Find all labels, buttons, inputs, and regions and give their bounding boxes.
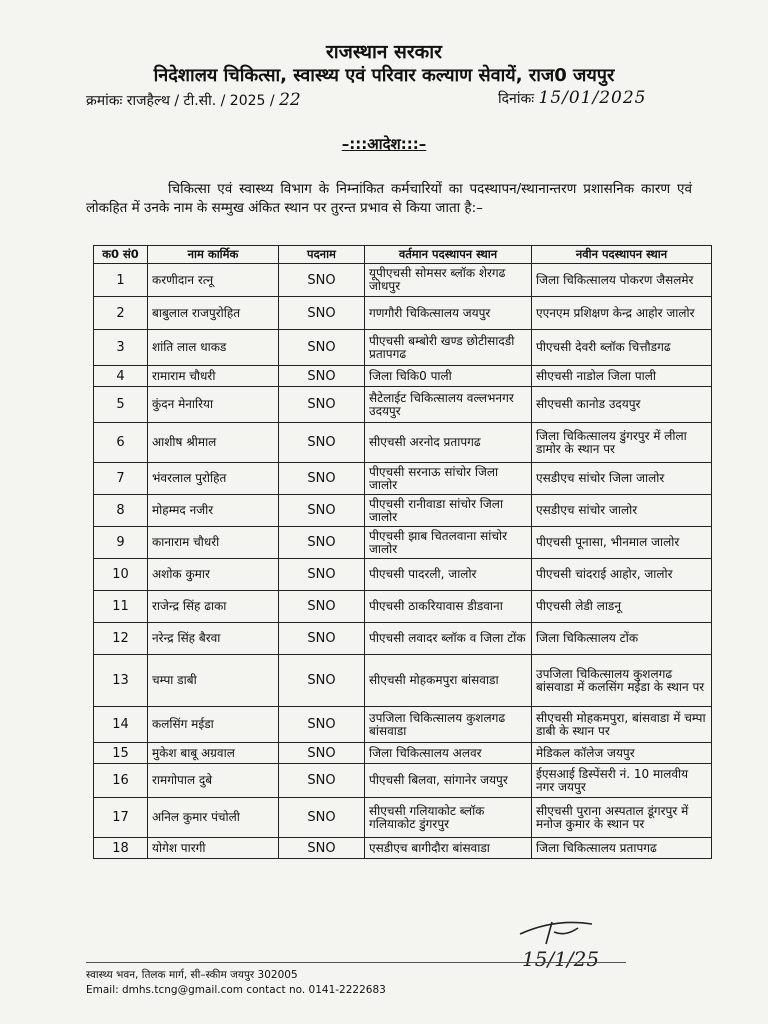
cell-current-posting: उपजिला चिकित्सालय कुशलगढ बांसवाडा xyxy=(365,707,532,743)
footer-address: स्वास्थ्य भवन, तिलक मार्ग, सी–स्कीम जयपुर 302005 xyxy=(86,969,298,981)
cell-new-posting: जिला चिकित्सालय टोंक xyxy=(532,623,712,655)
transfer-table xyxy=(93,245,712,859)
cell-name: कलसिंग मईडा xyxy=(148,707,279,743)
cell-designation: SNO xyxy=(279,591,365,623)
cell-name: आशीष श्रीमाल xyxy=(148,423,279,463)
table-row xyxy=(94,623,712,655)
cell-name: शांति लाल धाकड xyxy=(148,330,279,366)
cell-name: कुंदन मेनारिया xyxy=(148,387,279,423)
cell-current-posting: सीएचसी अरनोद प्रतापगढ xyxy=(365,423,532,463)
cell-new-posting: जिला चिकित्सालय पोकरण जैसलमेर xyxy=(532,264,712,297)
cell-current-posting: पीएचसी झाब चितलवाना सांचोर जालोर xyxy=(365,527,532,559)
cell-designation: SNO xyxy=(279,527,365,559)
table-row xyxy=(94,838,712,859)
table-row xyxy=(94,743,712,764)
table-row xyxy=(94,798,712,838)
cell-new-posting: मेडिकल कॉलेज जयपुर xyxy=(532,743,712,764)
cell-serial: 15 xyxy=(94,743,148,764)
table-row xyxy=(94,264,712,297)
table-header-row xyxy=(94,246,712,264)
cell-current-posting: पीएचसी लवादर ब्लॉक व जिला टोंक xyxy=(365,623,532,655)
cell-designation: SNO xyxy=(279,655,365,707)
cell-name: रामगोपाल दुबे xyxy=(148,764,279,798)
header-designation: पदनाम xyxy=(279,246,365,264)
cell-new-posting: पीएचसी लेडी लाडनू xyxy=(532,591,712,623)
cell-current-posting: एसडीएच बागीदौरा बांसवाडा xyxy=(365,838,532,859)
cell-current-posting: पीएचसी पादरली, जालोर xyxy=(365,559,532,591)
cell-serial: 14 xyxy=(94,707,148,743)
cell-name: राजेन्द्र सिंह ढाका xyxy=(148,591,279,623)
cell-serial: 16 xyxy=(94,764,148,798)
table-row xyxy=(94,423,712,463)
header-new-posting: नवीन पदस्थापन स्थान xyxy=(532,246,712,264)
table-row xyxy=(94,527,712,559)
cell-name: नरेन्द्र सिंह बैरवा xyxy=(148,623,279,655)
cell-designation: SNO xyxy=(279,798,365,838)
cell-new-posting: सीएचसी पुराना अस्पताल डूंगरपुर में मनोज कुमार के स्थान पर xyxy=(532,798,712,838)
cell-name: मोहम्मद नजीर xyxy=(148,495,279,527)
header-name: नाम कार्मिक xyxy=(148,246,279,264)
header-directorate: निदेशालय चिकित्सा, स्वास्थ्य एवं परिवार कल्याण सेवायें, राज0 जयपुर xyxy=(153,65,615,86)
footer-divider xyxy=(86,962,626,963)
cell-designation: SNO xyxy=(279,264,365,297)
cell-serial: 11 xyxy=(94,591,148,623)
cell-current-posting: सैटेलाईट चिकित्सालय वल्लभनगर उदयपुर xyxy=(365,387,532,423)
footer-contact: Email: dmhs.tcng@gmail.com contact no. 0141-2222683 xyxy=(86,984,386,996)
cell-serial: 10 xyxy=(94,559,148,591)
table-row xyxy=(94,495,712,527)
signature-date: 15/1/25 xyxy=(522,947,600,971)
cell-new-posting: सीएचसी नाडोल जिला पाली xyxy=(532,366,712,387)
cell-name: भंवरलाल पुरोहित xyxy=(148,463,279,495)
footer xyxy=(86,968,386,998)
signature xyxy=(512,914,632,974)
cell-designation: SNO xyxy=(279,743,365,764)
cell-designation: SNO xyxy=(279,838,365,859)
table-row xyxy=(94,707,712,743)
order-title: –:::आदेश:::– xyxy=(341,135,427,153)
cell-designation: SNO xyxy=(279,463,365,495)
cell-serial: 6 xyxy=(94,423,148,463)
cell-designation: SNO xyxy=(279,387,365,423)
cell-current-posting: जिला चिकि0 पाली xyxy=(365,366,532,387)
cell-serial: 9 xyxy=(94,527,148,559)
table-row xyxy=(94,387,712,423)
order-intro: चिकित्सा एवं स्वास्थ्य विभाग के निम्नांकित कर्मचारियों का पदस्थापन/स्थानान्तरण प्रशासनिक कारण एवं लोकहित में उनके नाम के सम्मुख अंकित स्थान पर तुरन्त प्रभाव से किया जाता है:– xyxy=(86,181,692,216)
cell-current-posting: पीएचसी बिलवा, सांगानेर जयपुर xyxy=(365,764,532,798)
cell-current-posting: जिला चिकित्सालय अलवर xyxy=(365,743,532,764)
cell-new-posting: पीएचसी चांदराई आहोर, जालोर xyxy=(532,559,712,591)
reference-handwritten: 22 xyxy=(279,90,301,110)
cell-new-posting: एएनएम प्रशिक्षण केन्द्र आहोर जालोर xyxy=(532,297,712,330)
cell-serial: 12 xyxy=(94,623,148,655)
table-row xyxy=(94,559,712,591)
header-government: राजस्थान सरकार xyxy=(326,41,442,63)
cell-designation: SNO xyxy=(279,366,365,387)
cell-new-posting: पीएचसी देवरी ब्लॉक चित्तौडगढ xyxy=(532,330,712,366)
cell-new-posting: सीएचसी कानोड उदयपुर xyxy=(532,387,712,423)
header-serial: क0 सं0 xyxy=(94,246,148,264)
cell-new-posting: जिला चिकित्सालय डुंगरपुर में लीला डामोर के स्थान पर xyxy=(532,423,712,463)
cell-new-posting: उपजिला चिकित्सालय कुशलगढ बांसवाडा में कलसिंग मईडा के स्थान पर xyxy=(532,655,712,707)
table-row xyxy=(94,330,712,366)
cell-new-posting: एसडीएच सांचोर जिला जालोर xyxy=(532,463,712,495)
cell-serial: 13 xyxy=(94,655,148,707)
header-current-posting: वर्तमान पदस्थापन स्थान xyxy=(365,246,532,264)
cell-current-posting: पीएचसी सरनाऊ सांचोर जिला जालोर xyxy=(365,463,532,495)
cell-name: मुकेश बाबू अग्रवाल xyxy=(148,743,279,764)
cell-new-posting: पीएचसी पूनासा, भीनमाल जालोर xyxy=(532,527,712,559)
table-row xyxy=(94,591,712,623)
table-row xyxy=(94,463,712,495)
cell-new-posting: एसडीएच सांचोर जालोर xyxy=(532,495,712,527)
cell-current-posting: गणगौरी चिकित्सालय जयपुर xyxy=(365,297,532,330)
order-date xyxy=(498,88,646,108)
cell-current-posting: पीएचसी बम्बोरी खण्ड छोटीसादडी प्रतापगढ xyxy=(365,330,532,366)
table-row xyxy=(94,297,712,330)
cell-serial: 17 xyxy=(94,798,148,838)
cell-new-posting: ईएसआई डिस्पेंसरी नं. 10 मालवीय नगर जयपुर xyxy=(532,764,712,798)
table-row xyxy=(94,764,712,798)
cell-serial: 8 xyxy=(94,495,148,527)
cell-serial: 2 xyxy=(94,297,148,330)
cell-designation: SNO xyxy=(279,330,365,366)
cell-name: करणीदान रत्नू xyxy=(148,264,279,297)
cell-current-posting: सीएचसी गलियाकोट ब्लॉक गलियाकोट डुंगरपुर xyxy=(365,798,532,838)
cell-new-posting: जिला चिकित्सालय प्रतापगढ xyxy=(532,838,712,859)
cell-serial: 7 xyxy=(94,463,148,495)
date-handwritten: 15/01/2025 xyxy=(538,88,647,108)
cell-designation: SNO xyxy=(279,559,365,591)
cell-current-posting: पीएचसी रानीवाडा सांचोर जिला जालोर xyxy=(365,495,532,527)
cell-name: अशोक कुमार xyxy=(148,559,279,591)
cell-serial: 5 xyxy=(94,387,148,423)
cell-serial: 1 xyxy=(94,264,148,297)
date-label: दिनांकः xyxy=(498,91,535,107)
cell-current-posting: पीएचसी ठाकरियावास डीडवाना xyxy=(365,591,532,623)
cell-name: कानाराम चौधरी xyxy=(148,527,279,559)
cell-name: बाबुलाल राजपुरोहित xyxy=(148,297,279,330)
cell-current-posting: यूपीएचसी सोमसर ब्लॉक शेरगढ जोधपुर xyxy=(365,264,532,297)
cell-serial: 18 xyxy=(94,838,148,859)
reference-number xyxy=(86,90,301,110)
cell-designation: SNO xyxy=(279,707,365,743)
cell-name: अनिल कुमार पंचोली xyxy=(148,798,279,838)
cell-serial: 3 xyxy=(94,330,148,366)
cell-serial: 4 xyxy=(94,366,148,387)
cell-designation: SNO xyxy=(279,297,365,330)
cell-designation: SNO xyxy=(279,495,365,527)
cell-name: रामाराम चौधरी xyxy=(148,366,279,387)
reference-label: क्रमांकः राजहैल्थ / टी.सी. / 2025 / xyxy=(86,93,275,109)
table-row xyxy=(94,655,712,707)
cell-current-posting: सीएचसी मोहकमपुरा बांसवाडा xyxy=(365,655,532,707)
cell-name: योगेश पारगी xyxy=(148,838,279,859)
cell-new-posting: सीएचसी मोहकमपुरा, बांसवाडा में चम्पा डाबी के स्थान पर xyxy=(532,707,712,743)
cell-designation: SNO xyxy=(279,623,365,655)
cell-name: चम्पा डाबी xyxy=(148,655,279,707)
table-row xyxy=(94,366,712,387)
cell-designation: SNO xyxy=(279,764,365,798)
cell-designation: SNO xyxy=(279,423,365,463)
